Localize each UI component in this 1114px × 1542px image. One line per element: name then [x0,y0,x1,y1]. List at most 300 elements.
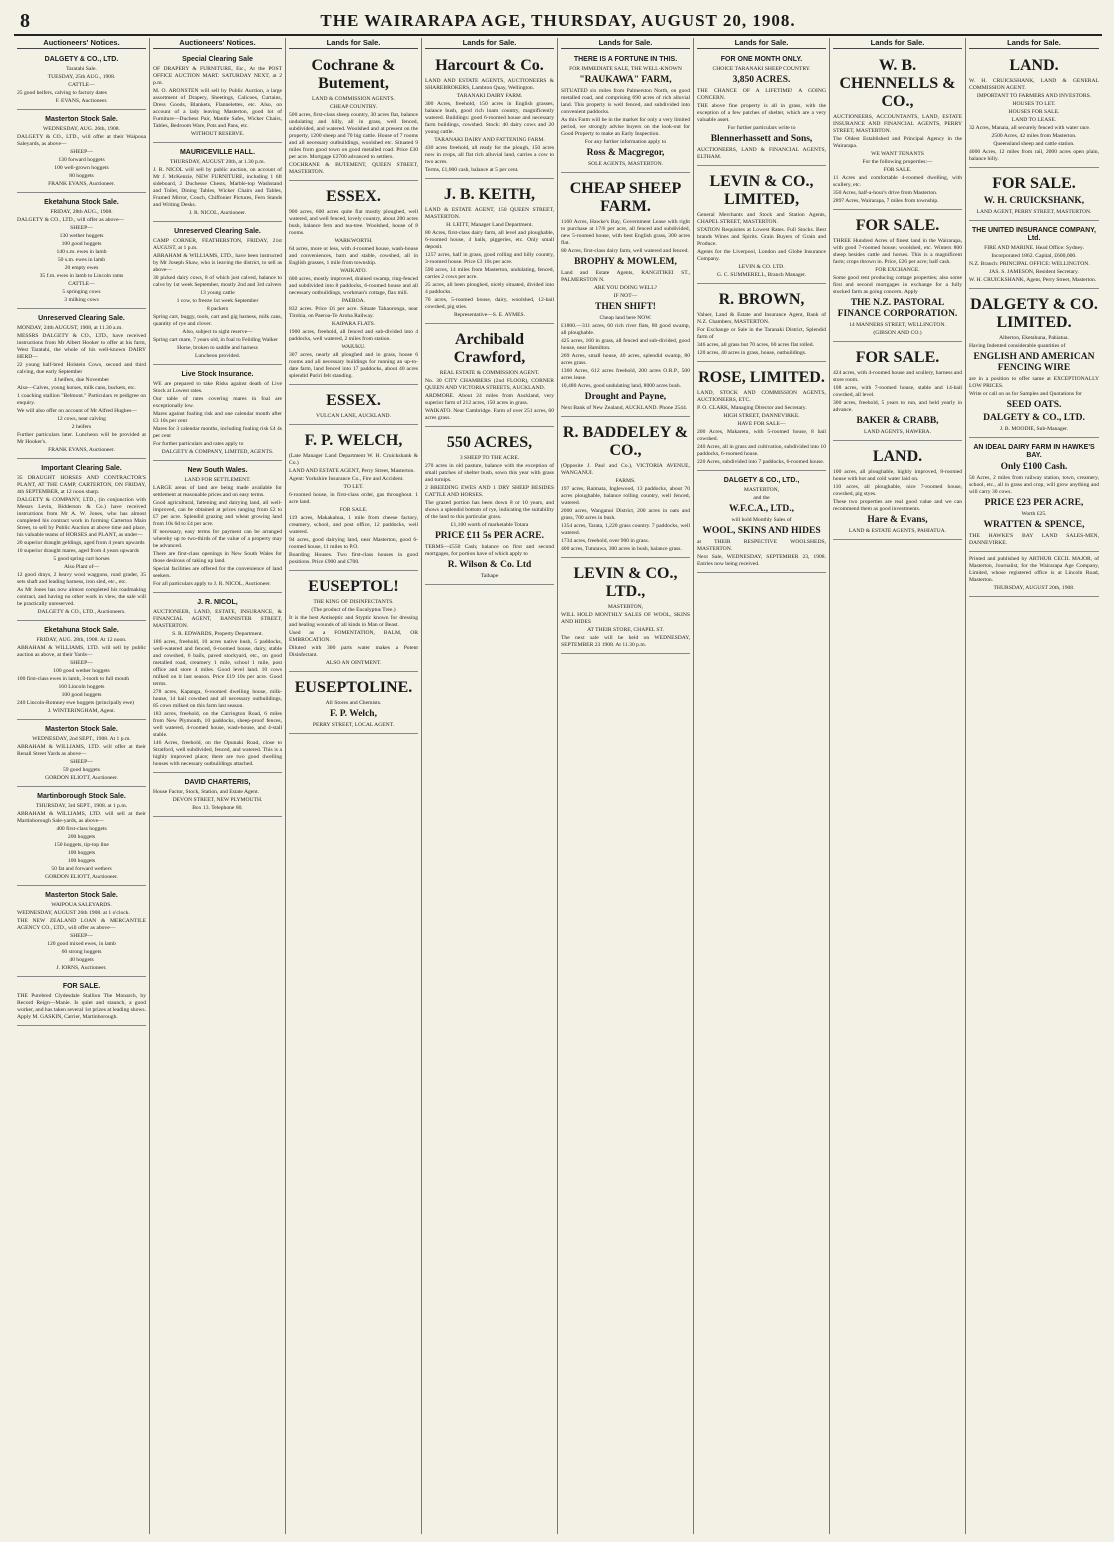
ad-title: R. BADDELEY & CO., [562,424,689,459]
advertisement [697,286,826,362]
ad-text: J. R. NICOL, Auctioneer. [188,210,247,216]
ad-text: LAND AND ESTATE AGENT, Perry Street, Masterton. [289,468,415,474]
ad-text: 119 acres, Makakahua, 1 mile from cheese factory, creamery, school, and post office, 12 paddocks, well watered. [289,515,418,535]
ad-text: HOUSES TO LET. [1012,101,1056,107]
ad-text: 13 young cattle [200,290,235,296]
ad-text: LAND AGENT, PERRY STREET, MASTERTON. [976,209,1092,215]
ad-text: The next sale will be held on WEDNESDAY, SEPTEMBER 23 1908. At 11.30 p.m. [561,635,690,648]
ad-text: SHEEP— [70,149,93,155]
ad-text: 80 Acres, first-class dairy farm, all level and ploughable, 6-roomed house, 4 bails, piggeries, etc. Only small deposit. [425,230,554,250]
ad-text: 100 first-class ewes in lamb, 3-tooth to full mouth [17,676,130,682]
newspaper-title: THE WAIRARAPA AGE, THURSDAY, AUGUST 20, 1908. [320,11,796,30]
advertisement [561,175,690,417]
ad-text: ABRAHAM & WILLIAMS, LTD. will sell at their Martinborough Sale-yards, as above— [17,811,146,824]
ad-text: Only £100 Cash. [1000,462,1068,472]
ad-text: WRATTEN & SPENCE, [983,520,1085,530]
ad-text: 64 acres, more or less, with 4-roomed house, wash-house and conveniences, barn and stable, cowshed, all in English grasses, 1 mile from township. [289,246,418,266]
ad-title: Eketahuna Stock Sale. [44,627,119,634]
ad-text: ALSO AN OINTMENT. [325,660,382,666]
ad-text: Ross & Macgregor, [586,148,665,158]
ad-text: Write or call on us for Samples and Quotations for [969,391,1083,397]
ad-title: J. R. NICOL, [197,599,238,606]
ad-text: We will also offer on account of Mr Alfred Hughes— [17,408,137,414]
ad-text: THURSDAY, AUGUST 20th, at 1.30 p.m. [169,159,265,165]
ad-title: Unreserved Clearing Sale. [38,315,125,322]
ad-title: LEVIN & CO., LIMITED, [709,173,814,208]
column-heading: Lands for Sale. [697,38,826,49]
ad-text: 300 acres, freehold, 5 years to run, and held yearly in advance. [833,400,962,413]
ad-text: 1 coaching stallion "Belmont." Particulars re pedigree on enquiry. [17,393,146,406]
ad-text: R. Wilson & Co. Ltd [447,560,532,570]
column-3 [286,38,422,1534]
advertisement [561,560,690,654]
ad-text: 278 acres, Kapanga, 6-roomed dwelling house, milk-house, 14 bail cowshed and all necessary outbuildings, 85 cows milked on this farm last season. [153,689,282,709]
ad-title: New South Wales. [187,467,248,474]
ad-text: 5 springing cows [62,289,101,295]
ad-text: 590 acres, 14 miles from Masterton, undulating, fenced, carries 2 cows per acre. [425,267,554,280]
ad-text: 108 acres, with 7-roomed house, stable and 14-bail cowshed, all level. [833,385,962,398]
ad-text: WEDNESDAY, 2nd SEPT., 1908. At 1 p.m. [32,736,131,742]
ad-text: 100 good hoggets [61,692,102,698]
ad-text: Mares for 3 calendar months, including foaling risk £4 4s per cent [153,426,282,439]
ad-text: 100 hoggets [67,850,96,856]
ad-text: Alberton, Eketahuna, Pahiatua. [999,335,1069,341]
ad-text: 22 young half-bred Holstein Cows, second and third calving, due early September [17,362,146,375]
ad-text: W. H. CRUICKSHANK, LAND & GENERAL COMMISSION AGENT. [969,78,1099,91]
ad-text: 1900 acres, freehold, all fenced and sub-divided into 4 paddocks, well watered, 2 miles from station. [289,329,418,342]
ad-text: AUCTIONEERS, LAND & FINANCIAL AGENTS, ELTHAM. [697,147,826,160]
ad-title: AN IDEAL DAIRY FARM IN HAWKE'S BAY. [973,444,1095,459]
ad-text: FOR EXCHANGE. [875,267,920,273]
ad-text: SHEEP— [70,225,93,231]
ad-text: ABRAHAM & WILLIAMS, LTD., have been instructed by Mr Joseph Shaw, who is leaving the district, to sell as above— [153,253,282,273]
column-heading: Lands for Sale. [425,38,554,49]
columns-container [14,38,1102,1534]
ad-text: Valuer, Land & Estate and Insurance Agent, Bank of N.Z. Chambers, MASTERTON. [697,312,826,325]
ad-text: THE CHANCE OF A LIFETIME! A GOING CONCERN. [697,88,826,101]
ad-text: CHOICE TARANAKI SHEEP COUNTRY. [712,66,811,72]
ad-text: 59 good hoggets [63,767,100,773]
ad-text: (GIBSON AND CO.) [873,330,922,336]
advertisement [289,427,418,571]
ad-text: HAVE FOR SALE— [737,421,786,427]
ad-text: Also—Calves, young horses, milk cans, buckets, etc. [17,385,136,391]
ad-text: OF DRAPERY & FURNITURE, Etc., At the POST OFFICE AUCTION MART. SATURDAY NEXT, at 2 p.m. [153,66,282,86]
advertisement [425,326,554,427]
ad-text: 600 acres, mostly improved, drained swamp, ring-fenced and subdivided into 8 paddocks, 6-roomed house and all necessary outbuildings, workman's cottage, flax mill. [289,276,418,296]
ad-text: 3 SHEEP TO THE ACRE. [459,455,520,461]
ad-text: Luncheon provided. [194,353,241,359]
ad-text: WEDNESDAY, AUG. 26th, 1908. [43,126,120,132]
ad-text: 130 wether hoggets [59,233,104,239]
ad-title: Masterton Stock Sale. [45,892,118,899]
ad-text: 1 cow, to freeze 1st week September [176,298,259,304]
ad-text: MASTERTON, [743,487,780,493]
ad-text: LAND AND ESTATE AGENTS, AUCTIONEERS & SHAREBROKERS, Lambton Quay, Wellington. [425,78,554,91]
ad-text: 20 empty ewes [64,265,99,271]
ad-text: 3 milking cows [64,297,99,303]
ad-text: For the following properties:— [862,159,933,165]
column-8 [966,38,1102,1534]
ad-title: LAND. [872,448,923,465]
ad-text: G. C. SUMMERELL, Branch Manager. [716,272,807,278]
advertisement [697,52,826,166]
ad-text: at THEIR RESPECTIVE WOOLSHEDS, MASTERTON. [697,539,826,552]
column-heading: Lands for Sale. [833,38,962,49]
ad-text: 150 hoggets, tip-top line [54,842,109,848]
ad-text: General Merchants and Stock and Station Agents, CHAPEL STREET, MASTERTON. [697,212,826,225]
ad-text: PAEROA. [341,298,366,304]
advertisement [17,195,146,309]
ad-text: THREE Hundred Acres of finest land in the Wairarapa, with good 7-roomed house; woolshed, etc. Winters 800 sheep besides cattle and horses. This is a magnificent farm; crops thrown in. Price, £26 per acre; half cash. [833,238,962,265]
ad-title: Important Clearing Sale. [41,465,122,472]
ad-title: DALGETY & CO., LTD., [723,477,800,484]
ad-text: 100 hoggets [67,858,96,864]
ad-text: BAKER & CRABB, [856,416,939,426]
advertisement [561,419,690,558]
advertisement [969,170,1099,221]
ad-text: THE KING OF DISINFECTANTS. [313,599,394,605]
ad-text: ARDMORE. About 24 miles from Auckland, very superior farm of 212 acres, 150 acres in grass. [425,393,554,406]
ad-text: SHEEP— [70,933,93,939]
ad-text: FRANK EVANS, Auctioneer. [48,447,115,453]
ad-title: J. B. KEITH, [443,186,536,203]
ad-title: THERE IS A FORTUNE IN THIS. [573,56,678,63]
ad-text: DEVON STREET, NEW PLYMOUTH. [172,797,263,803]
ad-text: 120 acres, 40 acres in grass, house, outbuildings. [697,350,807,356]
ad-text: FOR SALE. [883,167,912,173]
ad-text: 6-roomed house, in first-class order, gas throughout. 1 acre land. [289,492,418,505]
ad-text: Terms, £1,000 cash, balance at 5 per cent. [425,167,519,173]
ad-text: DALGETY & COMPANY, LIMITED, AGENTS. [161,449,274,455]
advertisement [969,554,1099,597]
ad-text: 269 Acres, small house, 40 acres, splendid swamp, 80 acres grass. [561,353,690,366]
ad-text: STATION Requisites at Lowest Rates. Full Stocks. Best brands Wines and Spirits. Grain Buyers of Grain and Produce. [697,227,826,247]
ad-text: MASTERTON, [607,604,644,610]
ad-text: 2 BREEDING EWES AND 1 DRY SHEEP BESIDES CATTLE AND HORSES. [425,485,554,498]
ad-text: WAIPOUA SALEYARDS. [51,902,112,908]
ad-text: LARGE areas of land are being made available for settlement at reasonable prices and on easy terms. [153,485,282,498]
ad-text: Spring cart, buggy, tools, cart and gig harness, milk cans, quantity of rye and clover. [153,314,282,327]
ad-text: LAND FOR SETTLEMENT. [184,477,251,483]
page-number: 8 [20,10,30,32]
advertisement [833,344,962,441]
ad-text: 10,480 Acres, good undulating land, 8000 acres bush. [561,383,682,389]
advertisement [289,573,418,672]
ad-text: REAL ESTATE & COMMISSION AGENT. [439,370,540,376]
ad-text: VULCAN LANE, AUCKLAND. [316,413,391,419]
ad-text: J. IORNS, Auctioneer. [56,965,107,971]
ad-text: SEED OATS. [1006,400,1062,410]
ad-text: LAND TO LEASE. [1011,117,1057,123]
ad-text: House Factor, Stock, Station, and Estate Agent. [153,789,260,795]
ad-text: 60 strong hoggets [61,949,102,955]
ad-text: Boarding Houses. Two first-class houses in good positions. Price £900 and £700. [289,552,418,565]
ad-title: MAURICEVILLE HALL. [179,149,256,156]
ad-text: 4000 Acres, 12 miles from rail, 2000 acres open plain, balance hilly. [969,149,1099,162]
ad-text: Drought and Payne, [584,392,667,402]
advertisement [425,181,554,324]
ad-text: LAND & ESTATE AGENTS, PAHIATUA. [848,528,947,534]
ad-text: J. B. MOODIE, Sub-Manager. [999,426,1069,432]
advertisement [425,429,554,585]
ad-text: 240 Lincoln-Romney ewe hoggets (principally ewe) [17,700,134,706]
ad-text: The Oldest Established and Principal Agency in the Wairarapa. [833,136,962,149]
ad-text: FRIDAY, 28th AUG., 1908. [50,209,113,215]
ad-text: £1800.—311 acres, 60 rich river flats, 80 good swamp, all ploughable. [561,323,690,336]
ad-text: 900 acres, 600 acres quite flat mostly ploughed, well watered, and well fenced, lovely country, about 200 acres bush, balance fern and tea-tree. Woolshed, house of 8 rooms. [289,209,418,236]
advertisement [17,112,146,193]
ad-text: 14 MANNERS STREET, WELLINGTON. [849,322,946,328]
ad-text: F. P. Welch, [330,709,377,719]
advertisement [153,775,282,817]
ad-text: 2000 acres, Wanganui District, 200 acres in oats and grass, 700 acres in bush. [561,508,690,521]
ad-text: THE N.Z. PASTORAL FINANCE CORPORATION. [837,298,958,319]
ad-text: (The product of the Eucalyptus Tree.) [311,607,396,613]
ad-text: 200 Acres, Makaretu, with 5-roomed house, 8 bail cowshed. [697,429,826,442]
ad-text: are in a position to offer same at EXCEPTIONALLY LOW PRICES. [969,376,1099,389]
advertisement [17,722,146,787]
ad-text: DALGETY & COMPANY, LTD., (in conjunction with Messrs Levin, Bidderson & Co.) have received instructions from Mr A. W. Jones, who has almost completed his contract work in forming Carterton Main Street, to sell by Public Auction at above time and place, his valuable teams of HORSES and PLANT, as under— [17,497,146,538]
ad-text: 30 picked dairy cows, 8 of which just calved, balance to calve by 1st week September, mostly 2nd and 3rd calvers [153,275,282,288]
advertisement [969,52,1099,168]
ad-text: ABRAHAM & WILLIAMS, LTD. will offer at their Renall Street Yards as above— [17,744,146,757]
ad-text: ARE YOU DOING WELL? [593,285,658,291]
ad-text: PRICE £23 PER ACRE, [984,498,1084,508]
ad-text: ENGLISH AND AMERICAN FENCING WIRE [973,352,1095,373]
ad-text: will hold Monthly Sales of [731,517,792,523]
ad-text: 270 acres in old pasture, balance with the exception of small patches of shelter bush, sown this year with grass and turnips. [425,463,554,483]
ad-text: M. O. ARONSTEN will sell by Public Auction, a large assortment of Drapery, Sheetings, Calicoes, Curtains, Dress Goods, Blankets, Flannelettes, etc. Also, on account of a lady leaving Masterton, good lot of Furniture—Duchess Pair, Mantle Safes, Wicker Chairs, Tables, Bedroom Ware, Pots and Pans, etc. [153,88,282,129]
ad-text: (Opposite J. Paul and Co.), VICTORIA AVENUE, WANGANUI. [561,463,690,476]
ad-text: Next Sale, WEDNESDAY, SEPTEMBER 23, 1908. Entries now being received. [697,554,826,567]
ad-text: It is the best Antiseptic and Styptic known for dressing and healing wounds of all kinds in Man or Beast. [289,615,418,628]
ad-title: W. B. CHENNELLS & CO., [839,57,956,110]
column-heading: Auctioneers' Notices. [17,38,146,49]
ad-title: FOR SALE. [855,217,940,234]
column-2 [150,38,286,1534]
ad-text: DALGETY & CO., LTD., will offer as above— [17,217,125,223]
ad-text: W.F.C.A., LTD., [729,504,794,514]
ad-title: Archibald Crawford, [453,331,526,366]
ad-text: 183 acres, freehold, on the Carrington Road, 6 miles from New Plymouth, 10 paddocks, sheep-proof fences, well watered, 4-roomed house, wash-house, and 4-stall stable. [153,711,282,738]
ad-text: Incorporated 1862. Capital, £600,000. [991,253,1077,259]
advertisement [17,623,146,720]
ad-title: ESSEX. [326,392,381,409]
ad-text: 1160 Acres, Hawke's Bay, Government Lease with right to purchase at 17/6 per acre, all fenced and subdivided, new 5-roomed house, with best English grass, 300 acres flat. [561,219,690,246]
column-heading: Auctioneers' Notices. [153,38,282,49]
ad-text: 186 acres, freehold, 10 acres native bush, 5 paddocks, well-watered and fenced, 6-roomed house, dairy, stable and cowshed, 6 bails, paved stockyard, etc., on good metalled road, creamery 1 mile, school 1 mile, post office and store 4 miles. Good level land. 10 cows milked on it last season. Price £19 10s per acre. Good terms. [153,639,282,687]
advertisement [153,52,282,143]
ad-text: W. H. CRUICKSHANK, [983,196,1085,206]
ad-text: 80 hoggets [69,173,94,179]
ad-title: LAND. [1009,57,1059,74]
ad-title: EUSEPTOL! [308,578,399,595]
ad-text: 1354 acres, Tarata, 1,220 grass country. 7 paddocks, well watered. [561,523,690,536]
advertisement [289,52,418,181]
ad-text: 140 s.m. ewes in lamb [56,249,107,255]
ad-text: Land and Estate Agents, RANGITIKEI ST., PALMERSTON N. [561,270,690,283]
ad-text: 1734 acres, freehold, over 900 in grass. [561,538,650,544]
ad-text: 32 Acres, Manaia, all securely fenced with water race. [969,125,1091,131]
ad-text: 4 heifers, due November [53,377,110,383]
ad-text: These two properties are real good value and we can recommend them as good investments. [833,499,962,512]
ad-title: 550 ACRES, [446,434,533,451]
ad-text: DALGETY & CO., LTD. [983,413,1085,423]
ad-text: TO LET. [343,484,364,490]
ad-text: For any further information apply to [584,139,667,145]
ad-text: Agent: Yorkshire Insurance Co., Fire and Accident. [289,476,404,482]
ad-text: 25 good heifers, calving to factory dates [17,90,107,96]
ad-title: ROSE, LIMITED. [698,369,825,386]
ad-text: 200 hoggets [67,834,96,840]
ad-text: PRICE £11 5s PER ACRE. [435,531,544,541]
ad-text: THE Purebred Clydesdale Stallion The Monarch, by Record Reign—Manie. Is quiet and staunch, a good worker, and has taken several 1st prizes at leading shows. Apply M. GASKIN, Carrier, Martinborough. [17,993,146,1020]
ad-text: 70 acres, 5-roomed house, dairy, woolshed, 12-bail cowshed, pig sties. [425,297,554,310]
ad-title: Masterton Stock Sale. [45,726,118,733]
ad-text: Hare & Evans, [867,515,928,525]
ad-text: THE HAWKE'S BAY LAND SALES-MEN, DANNEVIRKE. [969,533,1099,546]
ad-title: LEVIN & CO., LTD., [573,565,678,600]
ad-text: AUCTIONEERS, ACCOUNTANTS, LAND, ESTATE INSURANCE AND FINANCIAL AGENTS, PERRY STREET, MASTERTON. [833,114,962,134]
ad-text: WARKWORTH. [334,238,373,244]
ad-text: Queensland sheep and cattle station. [993,141,1075,147]
column-4 [422,38,558,1534]
ad-text: WITHOUT RESERVE. [190,131,245,137]
ad-text: LAND & ESTATE AGENT, 150 QUEEN STREET, MASTERTON. [425,207,554,220]
ad-title: Martinborough Stock Sale. [37,793,126,800]
ad-text: COCHRANE & BUTEMENT, QUEEN STREET, MASTERTON. [289,162,418,175]
ad-text: 120 good mixed ewes, in lamb [47,941,116,947]
ad-text: JAS. S. JAMESON, Resident Secretary. [989,269,1079,275]
ad-text: N.Z. Branch: PRINCIPAL OFFICE: WELLINGTON. [969,261,1090,267]
ad-text: AUCTIONEER, LAND, ESTATE, INSURANCE, & FINANCIAL AGENT, BANNISTER STREET, MASTERTON. [153,609,282,629]
ad-text: LAND AGENTS, HAWERA. [864,429,931,435]
ad-text: WAIUKU. [341,344,366,350]
ad-text: 130 forward hoggets [58,157,105,163]
advertisement [17,789,146,886]
ad-text: TERMS—£550 Cash; balance on first and second mortgages, for portion have of which apply to [425,544,554,557]
ad-text: THEN SHIFT! [595,302,656,312]
ad-text: MESSRS DALGETY & CO., LTD., have received instructions from Mr Albert Hooker to offer at his farm, West Taratahi, the whole of his well-known DAIRY HERD— [17,333,146,360]
advertisement [153,367,282,461]
ad-text: GORDON ELIOTT, Auctioneer. [45,775,118,781]
ad-text: 110 acres, all ploughable, nice 7-roomed house, cowshed, pig styes. [833,484,962,497]
ad-text: Also Plant of— [63,564,100,570]
ad-text: TUESDAY, 25th AUG., 1908. [47,74,116,80]
ad-text: 425 acres, 160 in grass, all fenced and sub-divided, good house, near Hamilton. [561,338,690,351]
ad-text: THE above fine property is all in grass, with the exception of a few patches of shelter, which are a very valuable asset. [697,103,826,123]
ad-text: CATTLE— [68,82,95,88]
ad-text: DALGETY & CO., LTD., will offer at their Waipoua Saleyards, as above— [17,134,146,147]
ad-text: SHEEP— [70,660,93,666]
ad-text: £1,100 worth of marketable Totara [450,522,529,528]
ad-title: R. BROWN, [718,291,805,308]
ad-text: J. WINTERINGHAM, Agent. [47,708,116,714]
advertisement [697,168,826,284]
advertisement [17,461,146,621]
advertisement [969,440,1099,552]
ad-text: Good agricultural, fattening and dairying land, all well-improved, can be obtained at prices ranging from £2 to £7 per acre. Splendid grazing and wheat growing land from 10s 6d to £4 per acre. [153,500,282,527]
ad-text: Special facilities are offered for the convenience of land seekers. [153,566,282,579]
ad-text: Agents for the Liverpool, London and Globe Insurance Company. [697,249,826,262]
ad-text: and the [753,495,770,501]
ad-title: FOR SALE. [855,349,940,366]
advertisement [561,52,690,173]
ad-text: CHEAP COUNTRY. [330,104,377,110]
ad-text: FOR IMMEDIATE SALE, THE WELL-KNOWN [569,66,682,72]
ad-text: 35 DRAUGHT HORSES AND CONTRACTOR'S PLANT, AT THE CAMP, CARTERTON, ON FRIDAY, 4th SEPTEMBER, at 12 noon sharp. [17,475,146,495]
ad-title: Eketahuna Stock Sale. [44,199,119,206]
ad-text: 3,850 ACRES. [732,75,791,85]
advertisement [289,387,418,425]
advertisement [153,145,282,222]
ad-text: 197 acres, Raimata, Inglewood, 13 paddocks, about 70 acres ploughable, balance rolling country, well fenced, watered. [561,486,690,506]
ad-text: 160 Lincoln hoggets [58,684,105,690]
ad-text: GORDON ELIOTT, Auctioneer. [45,874,118,880]
ad-text: CAMP CORNER, FEATHERSTON, FRIDAY, 21st AUGUST, at 1 p.m. [153,238,282,251]
ad-text: P. O. CLARK, Managing Director and Secretary. [697,405,807,411]
ad-text: 2897 Acres, Wairarapa, 7 miles from township. [833,198,939,204]
ad-text: (Late Manager Land Department W. H. Cruickshank & Co.) [289,453,418,466]
ad-text: 832 acres. Price £6 per acre. Situate Tahaoronga, near Tirohia, on Paeroa-Te Aroha Railway. [289,306,418,319]
ad-text: 2 heifers [71,424,92,430]
advertisement [833,52,962,210]
ad-text: AT THEIR STORE, CHAPEL ST. [587,627,664,633]
ad-text: WILL HOLD MONTHLY SALES OF WOOL, SKINS AND HIDES [561,612,690,625]
ad-text: MONDAY, 24th AUGUST, 1908, at 11.30 a.m. [17,325,123,331]
advertisement [17,888,146,977]
ad-text: 430 acres freehold, all ready for the plough, 150 acres now in crops, all flat rich alluvial land, carries a cow to two acres. [425,145,554,165]
ad-title: FOR SALE. [62,983,101,990]
ad-text: No. 30 CITY CHAMBERS (2nd FLOOR), CORNER QUEEN AND VICTORIA STREETS, AUCKLAND. [425,378,554,391]
ad-title: FOR SALE. [992,175,1076,192]
ad-text: WAIKATO. Near Cambridge. Farm of over 251 acres, 60 acres grass. [425,408,554,421]
ad-text: SHEEP— [70,759,93,765]
ad-text: 10 superior draught mares, aged from 4 years upwards [17,548,139,554]
ad-text: THURSDAY, AUGUST 20th, 1908. [993,585,1075,591]
ad-text: FOR SALE. [339,507,368,513]
ad-text: For further particulars and rates apply to [153,441,244,447]
ad-text: 300 Acres, freehold, 150 acres in English grasses, balance bush, good rich loam country, magnificently watered. Buildings: good 6-roomed house and necessary farm buildings, cowshed. Stock: 40 dairy cows and 20 young cattle. [425,101,554,135]
ad-text: SOLE AGENTS, MASTERTON. [587,161,664,167]
ad-text: FARMS. [615,478,636,484]
ad-text: Diluted with 300 parts water makes a Potent Disinfectant. [289,645,418,658]
ad-text: Mares against foaling risk and one calendar month after £3 10s per cent [153,411,282,424]
ad-text: Some good rent producing cottage properties; also some first and second mortgages in exchange for a fully stocked farm as going concern. Apply [833,275,962,295]
ad-title: Special Clearing Sale [182,56,253,63]
ad-text: 100 well-grown hoggets [54,165,109,171]
ad-text: ABRAHAM & WILLIAMS, LTD. will sell by public auction as above, at their Yards— [17,645,146,658]
ad-text: 1360 Acres, 612 acres freehold, 200 acres O.R.P., 500 acres lease. [561,368,690,381]
ad-text: FRIDAY, AUG. 28th, 1908. At 12 noon. [36,637,127,643]
ad-title: Cochrane & Butement, [311,57,396,92]
ad-text: F. EVANS, Auctioneer. [55,98,108,104]
ad-text: 400 acres, Tututawa, 300 acres in bush, balance grass. [561,546,682,552]
ad-text: THURSDAY, 3rd SEPT., 1908. at 1 p.m. [35,803,128,809]
ad-text: 240 Acres, all in grass and cultivation, subdivided into 10 paddocks, 6-roomed house. [697,444,826,457]
ad-text: Blennerhassett and Sons, [710,134,813,144]
ad-text: 400 first-class hoggets [56,826,107,832]
ad-text: 346 acres, all grass but 70 acres, 60 acres flat rolled. [697,342,814,348]
ad-text: TARANAKI DAIRY AND FATTENING FARM. [434,137,545,143]
ad-title: Harcourt & Co. [435,57,544,74]
ad-text: LAND & COMMISSION AGENTS. [312,96,395,102]
ad-text: WAIKATO. [340,268,367,274]
ad-title: FOR ONE MONTH ONLY. [720,56,803,63]
ad-text: IF NOT— [613,293,638,299]
ad-text: 100 good wether hoggets [53,668,110,674]
